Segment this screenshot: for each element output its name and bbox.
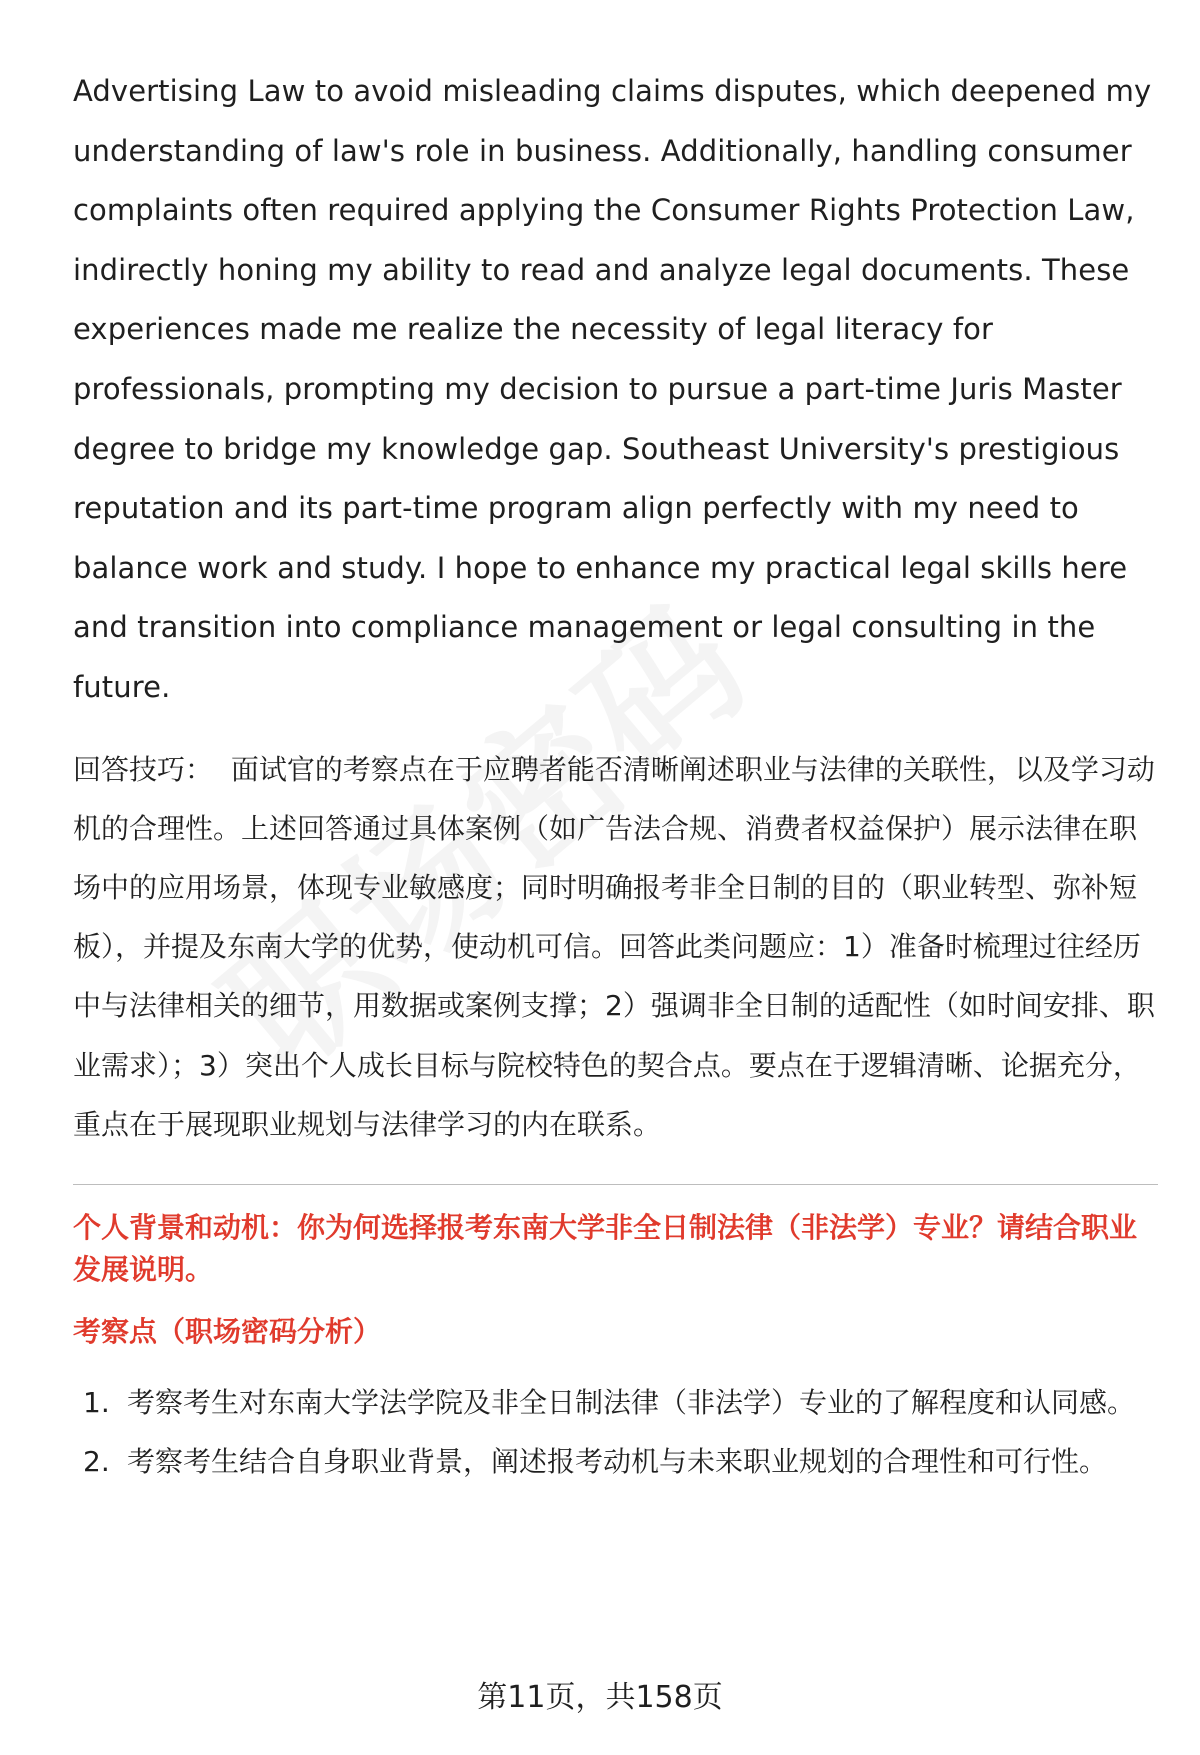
list-item-number: 2. (83, 1445, 110, 1479)
page-footer: 第11页，共158页 (477, 1680, 723, 1715)
answer-english-paragraph: Advertising Law to avoid misleading claims disputes, which deepened my understanding of law's role in business. Additionally, handling consumer complaints often required applying the Consumer Rights Protection Law, indirectly honing my ability to read and analyze legal documents. These experiences made me realize the necessity of legal literacy for professionals, prompting my decision to pursue a part-time Juris Master degree to bridge my knowledge gap. Southeast University's prestigious reputation and its part-time program align perfectly with my need to balance work and study. I hope to enhance my practical legal skills here and transition into compliance management or legal consulting in the future. (73, 74, 1152, 704)
list-item-text: 考察考生结合自身职业背景，阐述报考动机与未来职业规划的合理性和可行性。 (127, 1445, 1108, 1479)
list-item-text: 考察考生对东南大学法学院及非全日制法律（非法学）专业的了解程度和认同感。 (127, 1385, 1136, 1419)
answer-tip-label: 回答技巧： (73, 752, 214, 786)
list-item (73, 1432, 1158, 1492)
list-item-number: 1. (83, 1385, 110, 1419)
section-divider (73, 1184, 1158, 1185)
document-page (73, 62, 1158, 1492)
assessment-points-list (73, 1373, 1158, 1492)
question-heading: 个人背景和动机：你为何选择报考东南大学非全日制法律（非法学）专业？请结合职业发展说明。 (73, 1210, 1138, 1286)
list-item (73, 1373, 1158, 1433)
answer-tip-paragraph (73, 740, 1158, 1154)
answer-tip-text: 面试官的考察点在于应聘者能否清晰阐述职业与法律的关联性，以及学习动机的合理性。上述回答通过具体案例（如广告法合规、消费者权益保护）展示法律在职场中的应用场景，体现专业敏感度；同时明确报考非全日制的目的（职业转型、弥补短板），并提及东南大学的优势，使动机可信。回答此类问题应：1）准备时梳理过往经历中与法律相关的细节，用数据或案例支撑；2）强调非全日制的适配性（如时间安排、职业需求）；3）突出个人成长目标与院校特色的契合点。要点在于逻辑清晰、论据充分，重点在于展现职业规划与法律学习的内在联系。 (73, 752, 1155, 1141)
assessment-points-heading: 考察点（职场密码分析） (73, 1314, 382, 1348)
